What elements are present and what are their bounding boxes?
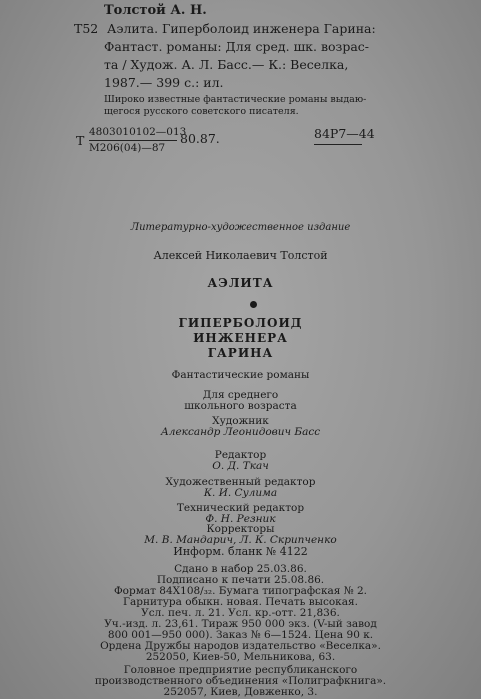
catalog-classification-underline — [314, 144, 362, 145]
inform-blank: Информ. бланк № 4122 — [173, 545, 308, 558]
catalog-line-4: 1987.— 399 с.: ил. — [104, 75, 224, 90]
art-editor-name: К. И. Сулима — [203, 487, 278, 499]
audience-line-2: школьного возраста — [184, 400, 297, 412]
title-aelita: АЭЛИТА — [207, 276, 274, 290]
title-separator-dot — [250, 301, 257, 308]
title-hyperboloid-2: ИНЖЕНЕРА — [193, 331, 288, 345]
production-line-3: Формат 84Х108/₃₂. Бумага типографская № 2. — [113, 585, 368, 597]
tech-editor-name: Ф. Н. Резник — [205, 513, 276, 525]
catalog-author-heading: Толстой А. Н. — [104, 3, 207, 18]
catalog-line-1: Аэлита. Гиперболоид инженера Гарина: — [107, 21, 376, 36]
editor-name: О. Д. Ткач — [212, 460, 269, 472]
title-hyperboloid-1: ГИПЕРБОЛОИД — [178, 316, 303, 330]
catalog-line-2: Фантаст. романы: Для сред. шк. возрас- — [104, 39, 370, 54]
production-line-7: 800 001—950 000). Заказ № 6—1524. Цена 90 к. — [107, 629, 374, 641]
catalog-formula-tail: 80.87. — [180, 131, 220, 146]
production-line-4: Гарнитура обыкн. новая. Печать высокая. — [123, 596, 358, 608]
catalog-formula-numerator: 4803010102—013 — [89, 126, 187, 138]
title-hyperboloid-3: ГАРИНА — [207, 346, 274, 360]
catalog-annotation-1: Широко известные фантастические романы выдаю- — [104, 94, 367, 105]
author-full-name: Алексей Николаевич Толстой — [153, 249, 328, 262]
catalog-formula-denominator: М206(04)—87 — [89, 142, 166, 154]
catalog-annotation-2: щегося русского советского писателя. — [104, 106, 299, 117]
correctors-role: Корректоры — [206, 523, 275, 535]
edition-type: Литературно-художественное издание — [130, 222, 351, 233]
production-line-2: Подписано к печати 25.08.86. — [156, 574, 325, 586]
artist-name: Александр Леонидович Басс — [160, 426, 321, 438]
printer-line-2: производственного объединения «Полиграфкнига». — [94, 675, 387, 687]
publisher-line-1: Ордена Дружбы народов издательство «Веселка». — [100, 640, 381, 652]
catalog-formula-fraction-line — [89, 140, 177, 141]
production-line-1: Сдано в набор 25.03.86. — [174, 563, 307, 575]
catalog-classification: 84Р7—44 — [314, 126, 375, 141]
correctors-names: М. В. Мандарич, Л. К. Скрипченко — [144, 534, 337, 546]
catalog-formula-letter: Т — [76, 133, 85, 148]
genre: Фантастические романы — [171, 369, 310, 381]
editor-role: Редактор — [214, 449, 267, 461]
production-line-5: Усл. печ. л. 21. Усл. кр.-отт. 21,836. — [141, 607, 340, 619]
publisher-line-2: 252050, Киев-50, Мельникова, 63. — [145, 651, 336, 663]
printer-line-3: 252057, Киев, Довженко, 3. — [163, 686, 318, 698]
art-editor-role: Художественный редактор — [165, 476, 316, 488]
tech-editor-role: Технический редактор — [176, 502, 305, 514]
audience-line-1: Для среднего — [202, 389, 279, 401]
production-line-6: Уч.-изд. л. 23,61. Тираж 950 000 экз. (V-ый завод — [104, 618, 377, 630]
artist-role: Художник — [212, 415, 269, 427]
printer-line-1: Головное предприятие республиканского — [123, 664, 358, 676]
catalog-call-number: Т52 — [74, 21, 99, 36]
catalog-line-3: та / Худож. А. Л. Басс.— К.: Веселка, — [104, 57, 349, 72]
